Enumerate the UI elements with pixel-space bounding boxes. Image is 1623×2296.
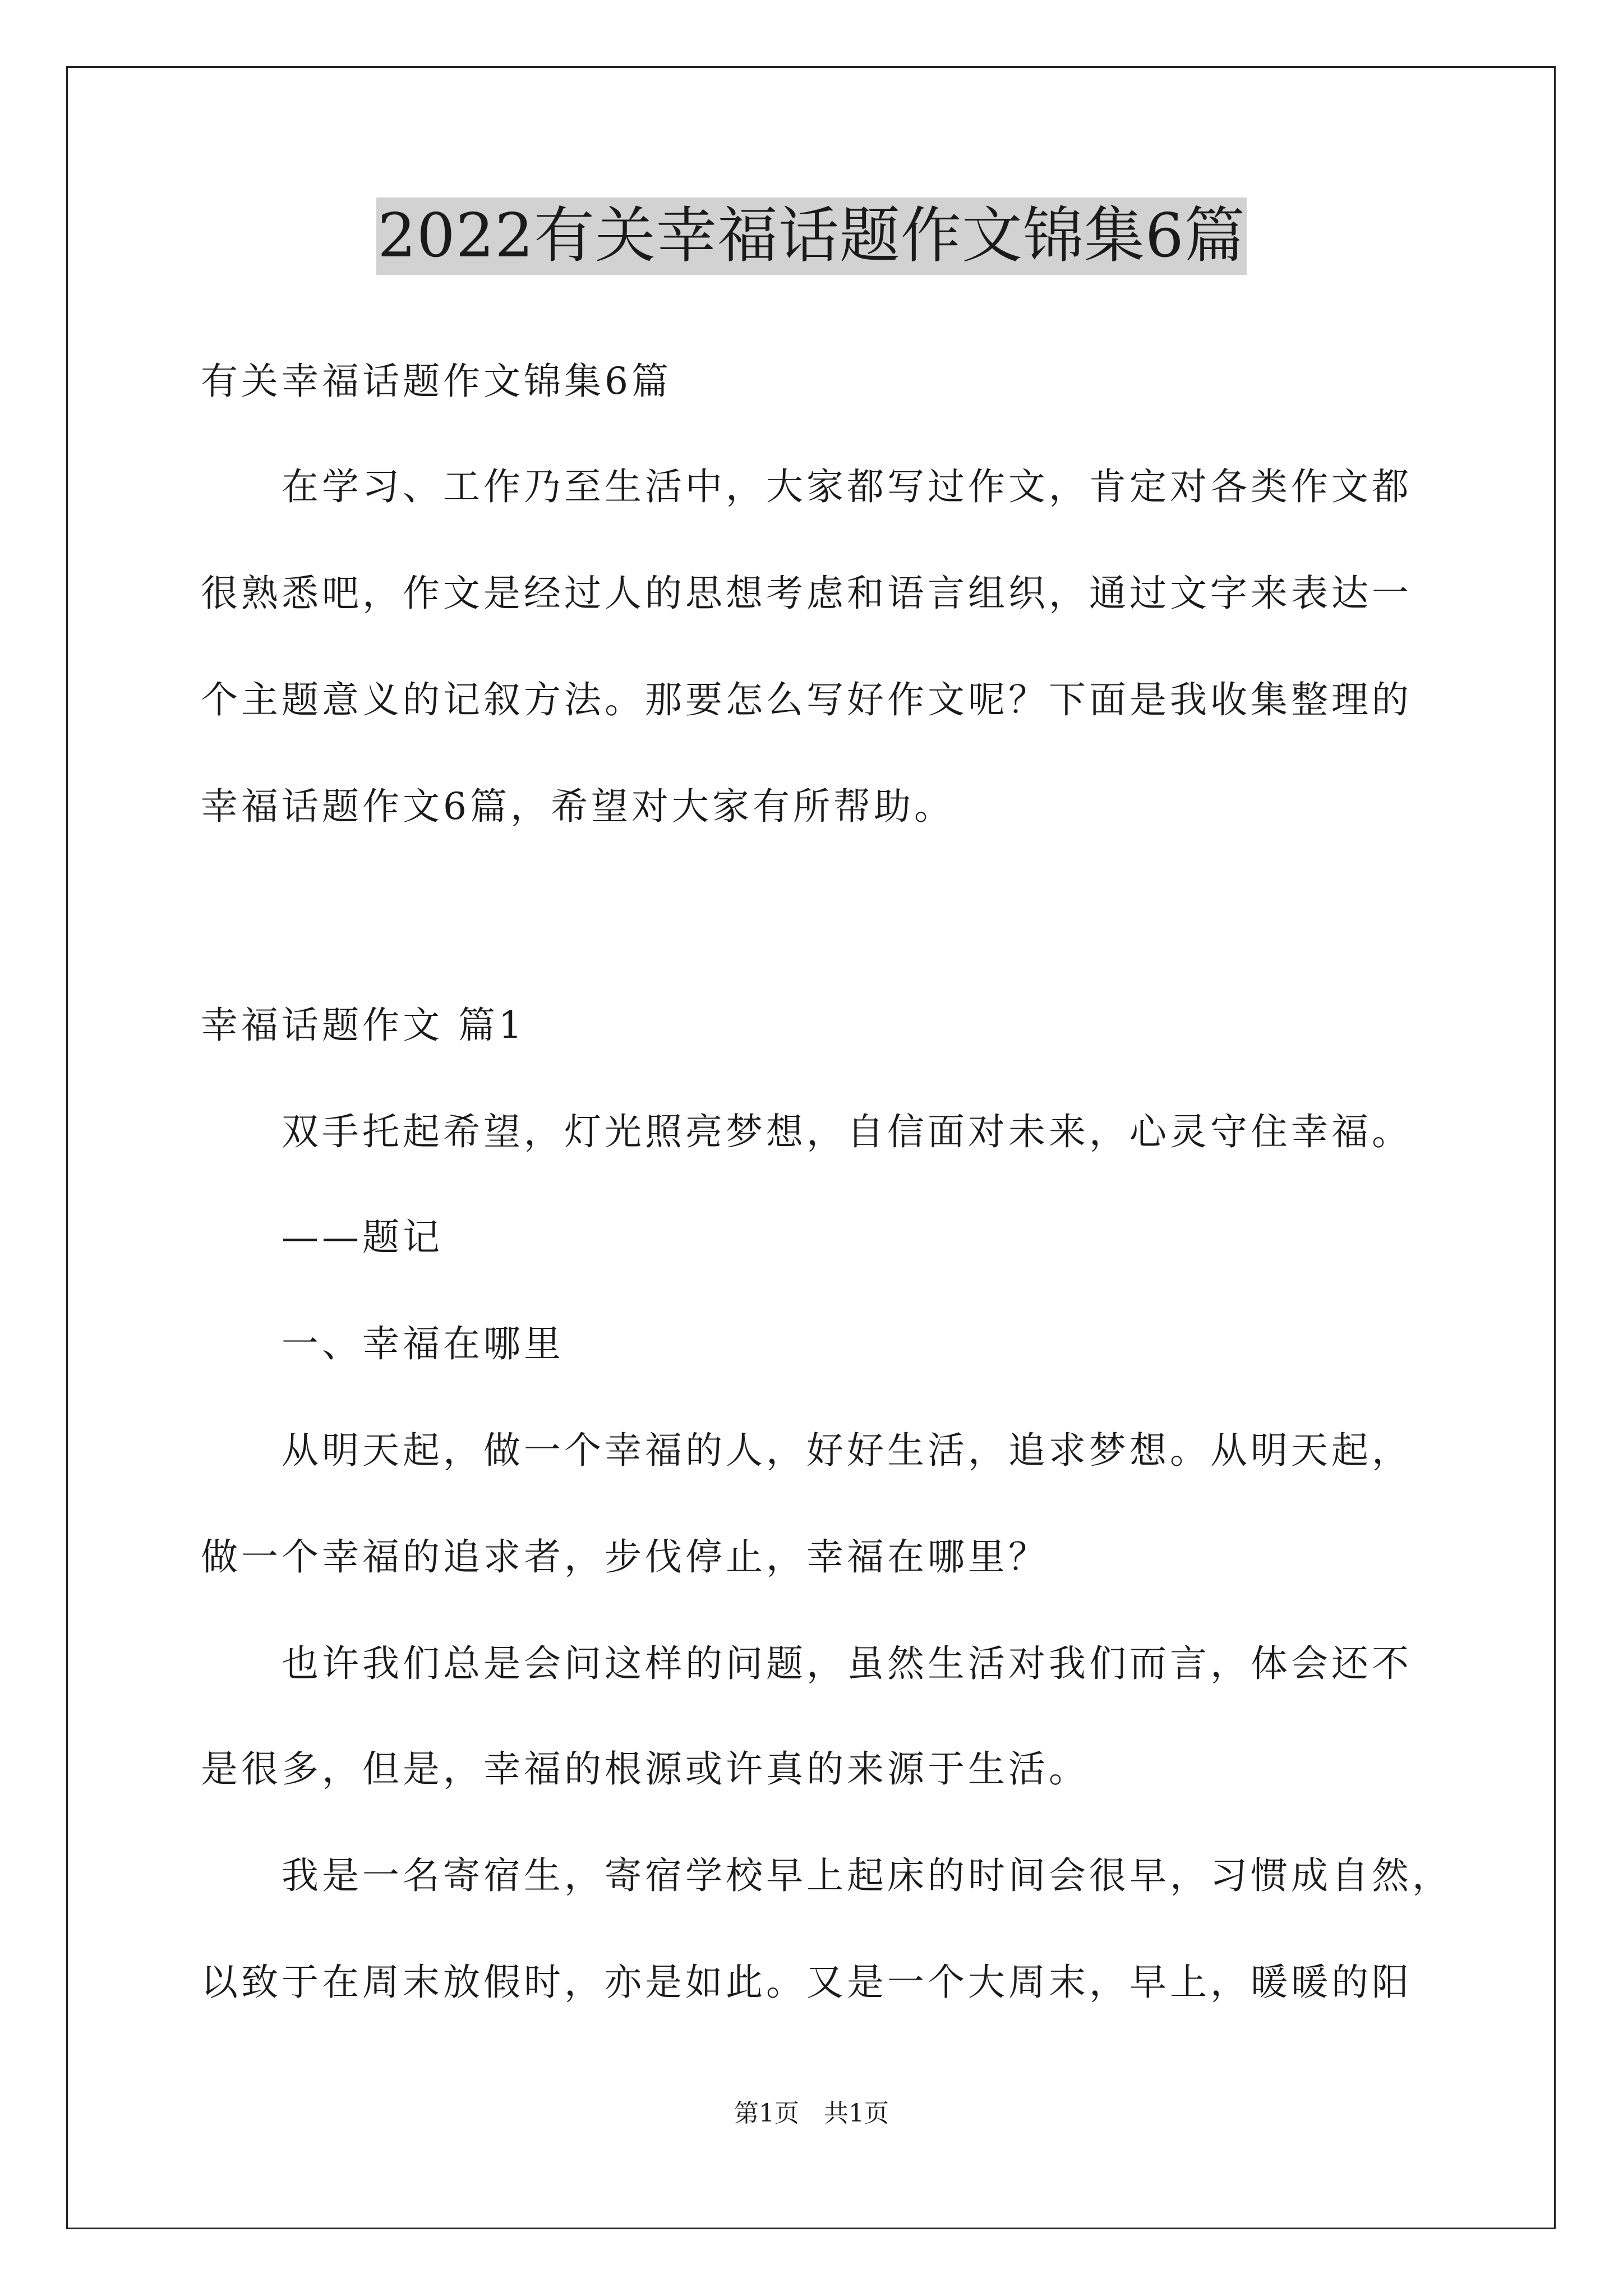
body-line-2: ——题记 xyxy=(282,1216,443,1259)
document-title: 2022有关幸福话题作文锦集6篇 xyxy=(376,197,1247,275)
body-line-8: 我是一名寄宿生，寄宿学校早上起床的时间会很早，习惯成自然， xyxy=(282,1854,1453,1897)
intro-line-3: 个主题意义的记叙方法。那要怎么写好作文呢？下面是我收集整理的 xyxy=(201,678,1412,721)
intro-line-1: 在学习、工作乃至生活中，大家都写过作文，肯定对各类作文都 xyxy=(282,465,1412,508)
body-line-3: 一、幸福在哪里 xyxy=(282,1322,564,1365)
body-line-7: 是很多，但是，幸福的根源或许真的来源于生活。 xyxy=(201,1747,1089,1791)
body-line-9: 以致于在周末放假时，亦是如此。又是一个大周末，早上，暖暖的阳 xyxy=(201,1961,1412,2004)
document-subtitle: 有关幸福话题作文锦集6篇 xyxy=(201,360,672,403)
section-heading: 幸福话题作文 篇1 xyxy=(201,1004,525,1047)
body-line-5: 做一个幸福的追求者，步伐停止，幸福在哪里？ xyxy=(201,1535,1049,1579)
body-line-4: 从明天起，做一个幸福的人，好好生活，追求梦想。从明天起， xyxy=(282,1429,1412,1472)
intro-line-2: 很熟悉吧，作文是经过人的思想考虑和语言组织，通过文字来表达一 xyxy=(201,572,1412,615)
title-container xyxy=(0,197,1623,275)
body-line-6: 也许我们总是会问这样的问题，虽然生活对我们而言，体会还不 xyxy=(282,1642,1412,1685)
body-line-1: 双手托起希望，灯光照亮梦想，自信面对未来，心灵守住幸福。 xyxy=(282,1110,1412,1153)
page-number: 第1页 共1页 xyxy=(734,2099,889,2128)
intro-line-4: 幸福话题作文6篇，希望对大家有所帮助。 xyxy=(201,785,955,828)
